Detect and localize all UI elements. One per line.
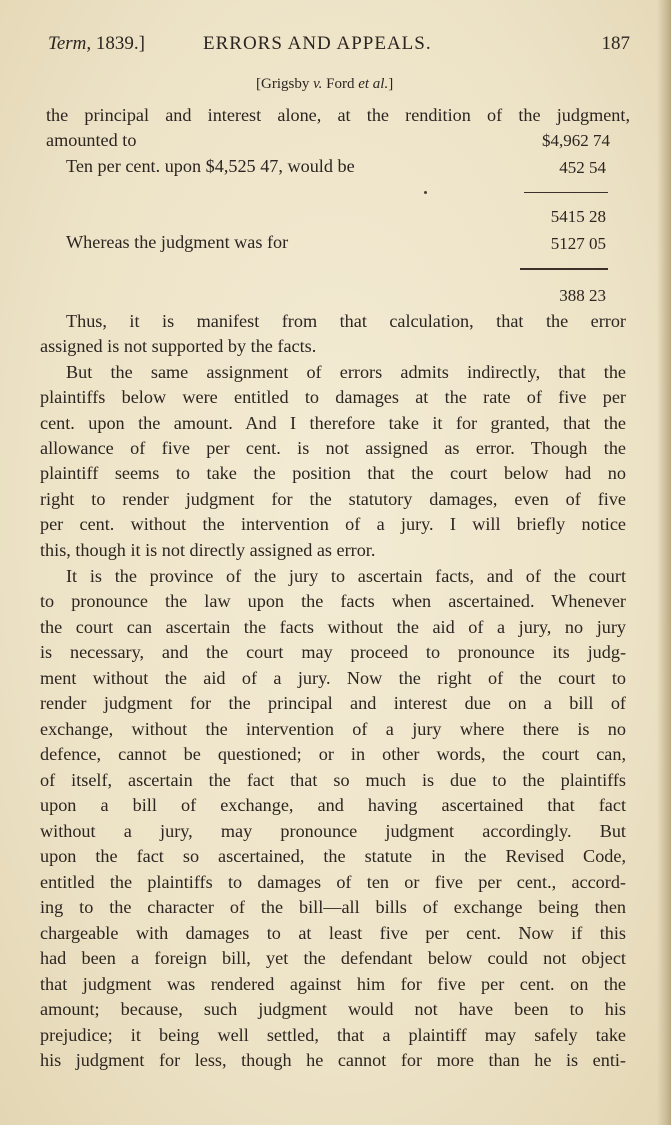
body-line: upon a bill of exchange, and having ascertained that fact — [40, 795, 626, 815]
running-head — [48, 33, 630, 61]
body-line: the court can ascertain the facts without the aid of a jury, no jury — [40, 617, 626, 637]
body-line: right to render judgment for the statutory damages, even of five — [40, 489, 626, 509]
calc-difference: 388 23 — [559, 286, 606, 305]
body-line: But the same assignment of errors admits indirectly, that the — [66, 362, 626, 382]
body-line: assigned is not supported by the facts. — [40, 336, 317, 356]
calc-line-5-text: Whereas the judgment was for — [66, 232, 289, 252]
body-line: prejudice; it being well settled, that a plaintiff may safely take — [40, 1025, 626, 1045]
page-number: 187 — [601, 33, 630, 54]
body-line: entitled the plaintiffs to damages of ten or five per cent., accord- — [40, 872, 626, 892]
calc-subtotal: 5415 28 — [550, 207, 606, 226]
calc-line-3-text: Ten per cent. upon $4,525 47, would be — [66, 156, 355, 176]
body-line: per cent. without the intervention of a jury. I will briefly notice — [40, 514, 626, 534]
body-line: plaintiff seems to take the position that the court below had no — [40, 463, 626, 483]
page-title: ERRORS AND APPEALS. — [203, 33, 432, 54]
body-line: defence, cannot be questioned; or in other words, the court can, — [40, 744, 626, 764]
body-line: chargeable with damages to at least five per cent. Now if this — [40, 923, 626, 943]
body-line: of itself, ascertain the fact that so much is due to the plaintiffs — [40, 770, 626, 790]
body-line: is necessary, and the court may proceed to pronounce its judg- — [40, 642, 626, 662]
body-line: amount; because, such judgment would not have been to his — [40, 999, 626, 1019]
body-line: Thus, it is manifest from that calculation, that the error — [66, 311, 626, 331]
body-line: cent. upon the amount. And I therefore take it for granted, that the — [40, 413, 626, 433]
body-line: without a jury, may pronounce judgment accordingly. But — [40, 821, 626, 841]
body-line: that judgment was rendered against him for five per cent. on the — [40, 974, 626, 994]
body-line: plaintiffs below were entitled to damages at the rate of five per — [40, 387, 626, 407]
calc-amount-ten-percent: 452 54 — [559, 158, 606, 177]
body-line: to pronounce the law upon the facts when ascertained. Whenever — [40, 591, 626, 611]
calc-line-2-text: amounted to — [46, 130, 137, 150]
body-line: upon the fact so ascertained, the statute in the Revised Code, — [40, 846, 626, 866]
body-line: ing to the character of the bill—all bills of exchange being then — [40, 897, 626, 917]
term-label: Term, 1839.] — [48, 33, 145, 54]
body-line: render judgment for the principal and interest due on a bill of — [40, 693, 626, 713]
body-line: this, though it is not directly assigned as error. — [40, 540, 376, 560]
calc-amount-judgment: 5127 05 — [550, 234, 606, 253]
case-caption: [Grigsby v. Ford et al.] — [256, 76, 394, 92]
page-edge-shadow — [657, 0, 671, 1125]
body-line: It is the province of the jury to ascertain facts, and of the court — [66, 566, 626, 586]
body-line: ment without the aid of a jury. Now the right of the court to — [40, 668, 626, 688]
calc-line-1: the principal and interest alone, at the rendition of the judgment, — [46, 105, 630, 125]
calc-amount-principal: $4,962 74 — [542, 131, 610, 150]
body-line: his judgment for less, though he cannot for more than he is enti- — [40, 1050, 626, 1070]
ink-dot — [424, 191, 427, 194]
body-line: exchange, without the intervention of a jury where there is no — [40, 719, 626, 739]
difference-rule — [520, 268, 608, 270]
sum-rule — [524, 192, 608, 193]
body-line: had been a foreign bill, yet the defendant below could not object — [40, 948, 626, 968]
body-line: allowance of five per cent. is not assigned as error. Though the — [40, 438, 626, 458]
